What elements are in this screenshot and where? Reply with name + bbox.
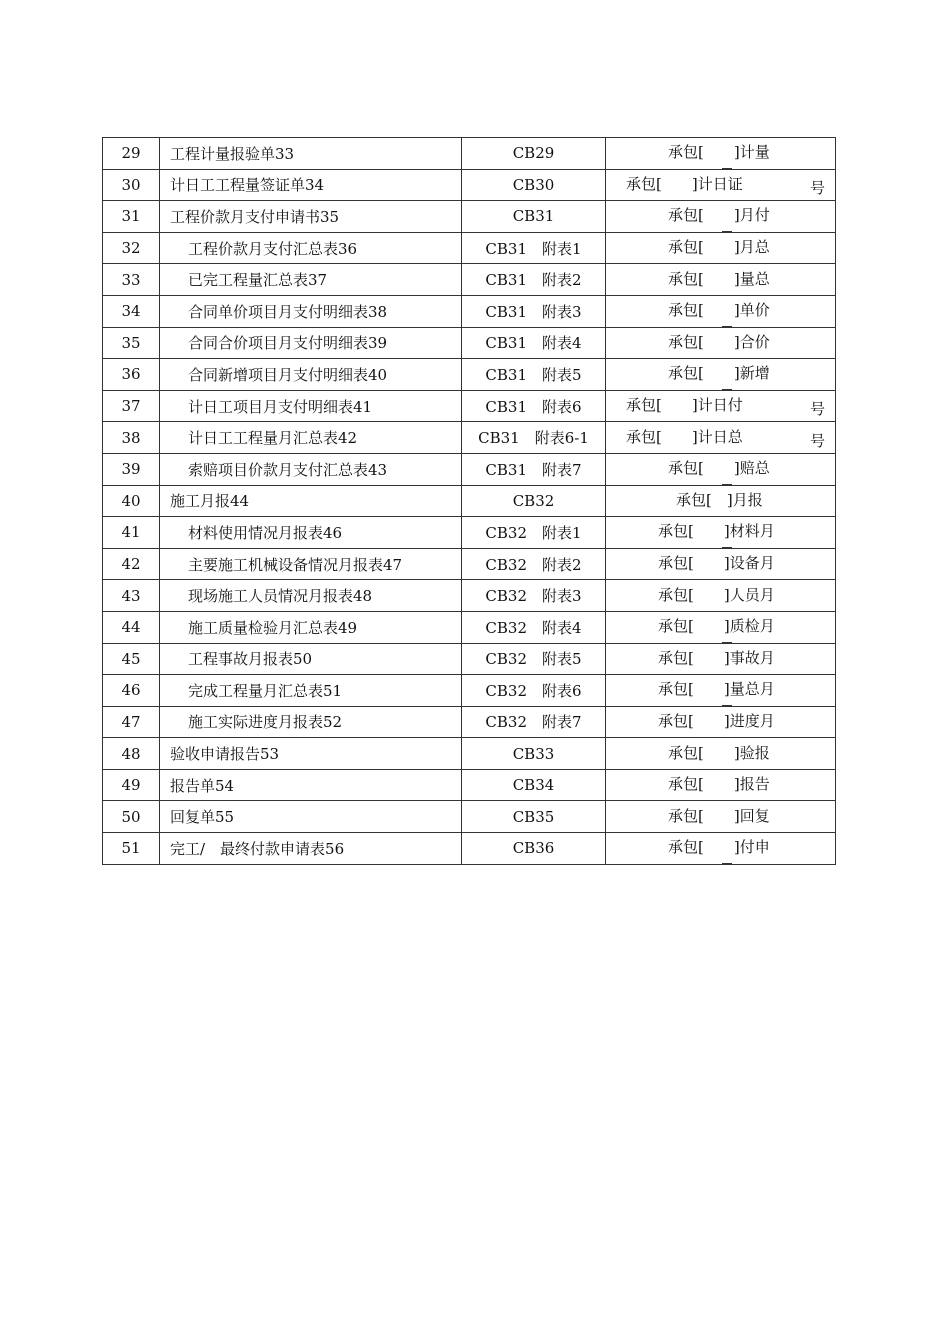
form-code: CB32 附表2: [462, 548, 606, 580]
numbering-format: 承包[ ]质检月: [658, 617, 775, 636]
table-row: [103, 169, 836, 201]
form-code: CB31 附表5: [462, 359, 606, 391]
table-row: [103, 517, 836, 549]
numbering-format-wrap: [606, 517, 835, 547]
form-code: CB31 附表3: [462, 295, 606, 327]
form-name: 合同单价项目月支付明细表38: [160, 295, 462, 327]
table-row: [103, 548, 836, 580]
table-row: [103, 232, 836, 264]
form-code: CB31 附表4: [462, 327, 606, 359]
numbering-format: 承包[ ]设备月: [658, 554, 775, 573]
row-number: 44: [103, 611, 160, 643]
row-number: 36: [103, 359, 160, 391]
form-code: CB31 附表6-1: [462, 422, 606, 454]
numbering-format: 承包[ ]量总: [668, 269, 770, 288]
table-row: [103, 453, 836, 485]
numbering-format-cell: [606, 232, 836, 264]
numbering-format: 承包[ ]月报: [676, 490, 763, 509]
row-number: 41: [103, 517, 160, 549]
form-code: CB30: [462, 169, 606, 201]
numbering-format-cell: [606, 611, 836, 643]
numbering-format: 承包[ ]报告: [668, 775, 770, 794]
form-name: 材料使用情况月报表46: [160, 517, 462, 549]
row-number: 38: [103, 422, 160, 454]
numbering-format-cell: [606, 359, 836, 391]
numbering-format-cell: [606, 295, 836, 327]
numbering-format: 承包[ ]验报: [668, 743, 770, 762]
numbering-suffix: 号: [809, 431, 825, 450]
row-number: 49: [103, 769, 160, 801]
numbering-format-wrap: [606, 486, 835, 516]
underline-mark: [722, 863, 732, 864]
table-row: [103, 201, 836, 233]
table-row: [103, 580, 836, 612]
form-code: CB32 附表3: [462, 580, 606, 612]
numbering-format-wrap: [606, 170, 835, 200]
table-row: [103, 675, 836, 707]
table-row: [103, 611, 836, 643]
table-row: [103, 801, 836, 833]
form-name: 施工月报44: [160, 485, 462, 517]
form-code: CB32: [462, 485, 606, 517]
numbering-format-wrap: [606, 707, 835, 737]
numbering-format-wrap: [606, 391, 835, 421]
form-name: 已完工程量汇总表37: [160, 264, 462, 296]
numbering-format: 承包[ ]人员月: [658, 585, 775, 604]
form-name: 合同新增项目月支付明细表40: [160, 359, 462, 391]
row-number: 42: [103, 548, 160, 580]
row-number: 40: [103, 485, 160, 517]
table-row: [103, 359, 836, 391]
numbering-format: 承包[ ]计日总: [626, 427, 743, 446]
table-row: [103, 706, 836, 738]
numbering-format-cell: [606, 390, 836, 422]
form-code: CB32 附表1: [462, 517, 606, 549]
numbering-format-cell: [606, 769, 836, 801]
table-row: [103, 769, 836, 801]
numbering-format-wrap: [606, 359, 835, 389]
table-row: [103, 738, 836, 770]
numbering-format-cell: [606, 485, 836, 517]
row-number: 30: [103, 169, 160, 201]
numbering-format-wrap: [606, 581, 835, 611]
form-code: CB36: [462, 833, 606, 865]
numbering-format-wrap: [606, 644, 835, 674]
numbering-format-cell: [606, 548, 836, 580]
numbering-format-wrap: [606, 675, 835, 705]
table-row: [103, 422, 836, 454]
form-code: CB31 附表2: [462, 264, 606, 296]
numbering-format-wrap: [606, 423, 835, 453]
numbering-suffix: 号: [809, 178, 825, 197]
form-code: CB32 附表4: [462, 611, 606, 643]
numbering-format: 承包[ ]新增: [668, 364, 770, 383]
numbering-format-wrap: [606, 265, 835, 295]
numbering-format-wrap: [606, 138, 835, 168]
numbering-format-cell: [606, 801, 836, 833]
numbering-format: 承包[ ]合价: [668, 332, 770, 351]
form-code: CB34: [462, 769, 606, 801]
row-number: 50: [103, 801, 160, 833]
form-name: 合同合价项目月支付明细表39: [160, 327, 462, 359]
row-number: 43: [103, 580, 160, 612]
row-number: 37: [103, 390, 160, 422]
numbering-format-cell: [606, 327, 836, 359]
form-name: 完成工程量月汇总表51: [160, 675, 462, 707]
numbering-format-cell: [606, 738, 836, 770]
numbering-format-wrap: [606, 612, 835, 642]
numbering-format: 承包[ ]赔总: [668, 459, 770, 478]
table-row: [103, 138, 836, 170]
numbering-format: 承包[ ]材料月: [658, 522, 775, 541]
form-code: CB33: [462, 738, 606, 770]
table-row: [103, 833, 836, 865]
row-number: 29: [103, 138, 160, 170]
numbering-format: 承包[ ]进度月: [658, 711, 775, 730]
numbering-format-cell: [606, 169, 836, 201]
form-name: 验收申请报告53: [160, 738, 462, 770]
form-code: CB35: [462, 801, 606, 833]
table-row: [103, 264, 836, 296]
numbering-format: 承包[ ]计量: [668, 143, 770, 162]
numbering-format: 承包[ ]事故月: [658, 648, 775, 667]
numbering-format-cell: [606, 138, 836, 170]
row-number: 33: [103, 264, 160, 296]
table-row: [103, 390, 836, 422]
form-name: 主要施工机械设备情况月报表47: [160, 548, 462, 580]
numbering-format: 承包[ ]月付: [668, 206, 770, 225]
form-name: 索赔项目价款月支付汇总表43: [160, 453, 462, 485]
numbering-format: 承包[ ]月总: [668, 238, 770, 257]
numbering-format-cell: [606, 422, 836, 454]
numbering-format: 承包[ ]量总月: [658, 680, 775, 699]
numbering-format-wrap: [606, 770, 835, 800]
numbering-format-wrap: [606, 201, 835, 231]
form-code: CB32 附表7: [462, 706, 606, 738]
row-number: 31: [103, 201, 160, 233]
form-name: 工程价款月支付申请书35: [160, 201, 462, 233]
form-code: CB31: [462, 201, 606, 233]
numbering-format-cell: [606, 264, 836, 296]
numbering-format: 承包[ ]计日证: [626, 174, 743, 193]
numbering-format: 承包[ ]付申: [668, 838, 770, 857]
numbering-format: 承包[ ]单价: [668, 301, 770, 320]
numbering-format-cell: [606, 453, 836, 485]
row-number: 46: [103, 675, 160, 707]
numbering-format-wrap: [606, 233, 835, 263]
row-number: 35: [103, 327, 160, 359]
form-code: CB29: [462, 138, 606, 170]
numbering-format-cell: [606, 706, 836, 738]
form-name: 计日工工程量签证单34: [160, 169, 462, 201]
form-code: CB31 附表6: [462, 390, 606, 422]
form-code: CB32 附表5: [462, 643, 606, 675]
row-number: 32: [103, 232, 160, 264]
form-code: CB31 附表1: [462, 232, 606, 264]
form-name: 工程价款月支付汇总表36: [160, 232, 462, 264]
form-name: 计日工工程量月汇总表42: [160, 422, 462, 454]
numbering-suffix: 号: [809, 400, 825, 419]
numbering-format: 承包[ ]回复: [668, 806, 770, 825]
row-number: 45: [103, 643, 160, 675]
form-name: 工程计量报验单33: [160, 138, 462, 170]
form-name: 工程事故月报表50: [160, 643, 462, 675]
numbering-format-cell: [606, 833, 836, 865]
numbering-format-cell: [606, 517, 836, 549]
numbering-format-wrap: [606, 454, 835, 484]
form-name: 报告单54: [160, 769, 462, 801]
table-row: [103, 327, 836, 359]
row-number: 47: [103, 706, 160, 738]
row-number: 51: [103, 833, 160, 865]
numbering-format-wrap: [606, 802, 835, 832]
table-row: [103, 643, 836, 675]
form-code: CB32 附表6: [462, 675, 606, 707]
form-name: 完工/ 最终付款申请表56: [160, 833, 462, 865]
numbering-format-cell: [606, 580, 836, 612]
numbering-format-wrap: [606, 328, 835, 358]
numbering-format-cell: [606, 643, 836, 675]
numbering-format-cell: [606, 201, 836, 233]
row-number: 48: [103, 738, 160, 770]
numbering-format-wrap: [606, 739, 835, 769]
form-name: 施工实际进度月报表52: [160, 706, 462, 738]
numbering-format: 承包[ ]计日付: [626, 396, 743, 415]
form-name: 计日工项目月支付明细表41: [160, 390, 462, 422]
numbering-format-wrap: [606, 296, 835, 326]
numbering-format-cell: [606, 675, 836, 707]
form-name: 回复单55: [160, 801, 462, 833]
table-row: [103, 485, 836, 517]
table-body: [103, 138, 836, 865]
table-row: [103, 295, 836, 327]
row-number: 39: [103, 453, 160, 485]
form-index-table: [102, 137, 836, 865]
row-number: 34: [103, 295, 160, 327]
form-name: 施工质量检验月汇总表49: [160, 611, 462, 643]
form-code: CB31 附表7: [462, 453, 606, 485]
form-name: 现场施工人员情况月报表48: [160, 580, 462, 612]
numbering-format-wrap: [606, 549, 835, 579]
numbering-format-wrap: [606, 833, 835, 863]
